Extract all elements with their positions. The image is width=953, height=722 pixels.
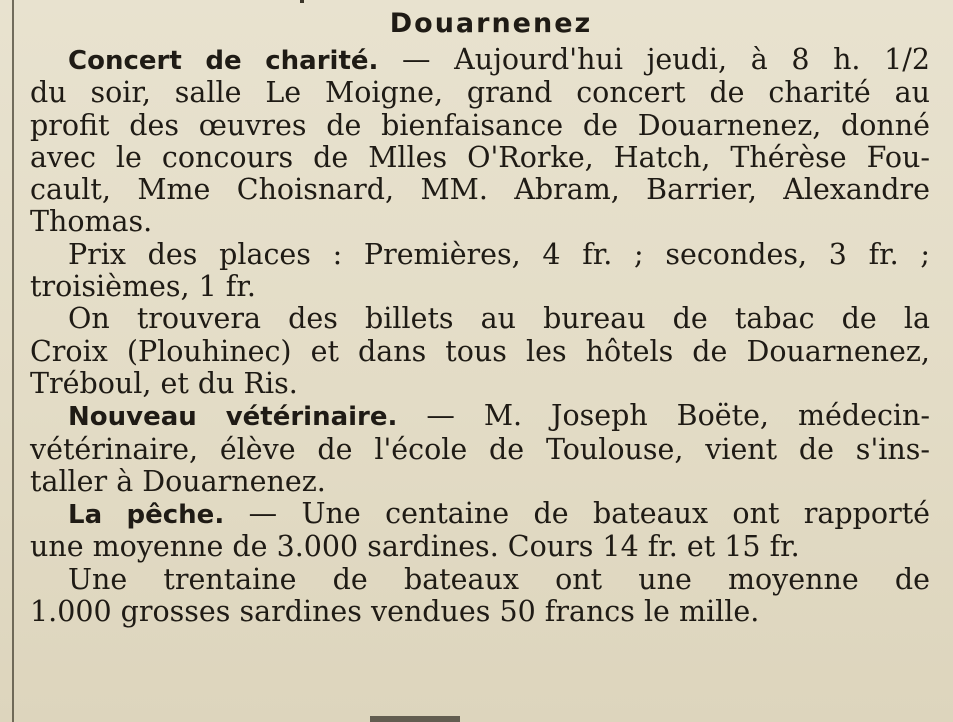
text-line: du soir, salle Le Moigne, grand concert de charité au xyxy=(30,76,930,110)
text-line: On trouvera des billets au bureau de tabac de la xyxy=(68,302,930,336)
text-line: avec le concours de Mlles O'Rorke, Hatch, Thérèse Fou- xyxy=(30,140,930,174)
paragraph-veterinaire xyxy=(30,400,930,498)
paragraph-tickets xyxy=(30,303,930,400)
text-line: vétérinaire, élève de l'école de Toulouse, vient de s'ins- xyxy=(30,432,930,466)
text-line: La pêche. — Une centaine de bateaux ont rapporté xyxy=(68,497,931,531)
text-line: cault, Mme Choisnard, MM. Abram, Barrier, Alexandre xyxy=(30,173,930,207)
paragraph-lead: Nouveau vétérinaire. xyxy=(68,402,398,433)
column-rule xyxy=(12,0,14,722)
paragraph-lead: La pêche. xyxy=(68,500,225,531)
text-line: une moyenne de 3.000 sardines. Cours 14 fr. et 15 fr. xyxy=(30,530,800,564)
text-line: Croix (Plouhinec) et dans tous les hôtels de Douarnenez, xyxy=(30,334,930,368)
text-line: Thomas. xyxy=(30,205,153,239)
next-heading-fragment xyxy=(370,716,460,722)
article-heading: Douarnenez xyxy=(389,8,593,39)
text-line: 1.000 grosses sardines vendues 50 francs le mille. xyxy=(30,595,760,629)
paragraph-lead: Concert de charité. xyxy=(68,46,379,76)
paragraph-sardines xyxy=(30,564,930,629)
text-line: profit des œuvres de bienfaisance de Douarnenez, donné xyxy=(30,108,930,142)
paragraph-peche xyxy=(30,498,930,564)
text-line: Une trentaine de bateaux ont une moyenne de xyxy=(68,562,930,596)
text-line: troisièmes, 1 fr. xyxy=(30,270,256,304)
article xyxy=(30,0,930,628)
text-line: Concert de charité. — Aujourd'hui jeudi, à 8 h. 1/2 xyxy=(68,43,930,76)
text-line: taller à Douarnenez. xyxy=(30,464,326,498)
paragraph-prices xyxy=(30,239,930,304)
text-line: Prix des places : Premières, 4 fr. ; secondes, 3 fr. ; xyxy=(68,237,930,271)
text-line: Tréboul, et du Ris. xyxy=(30,366,298,400)
paragraph-concert xyxy=(30,44,930,239)
text-line: Nouveau vétérinaire. — M. Joseph Boëte, médecin- xyxy=(68,399,931,433)
